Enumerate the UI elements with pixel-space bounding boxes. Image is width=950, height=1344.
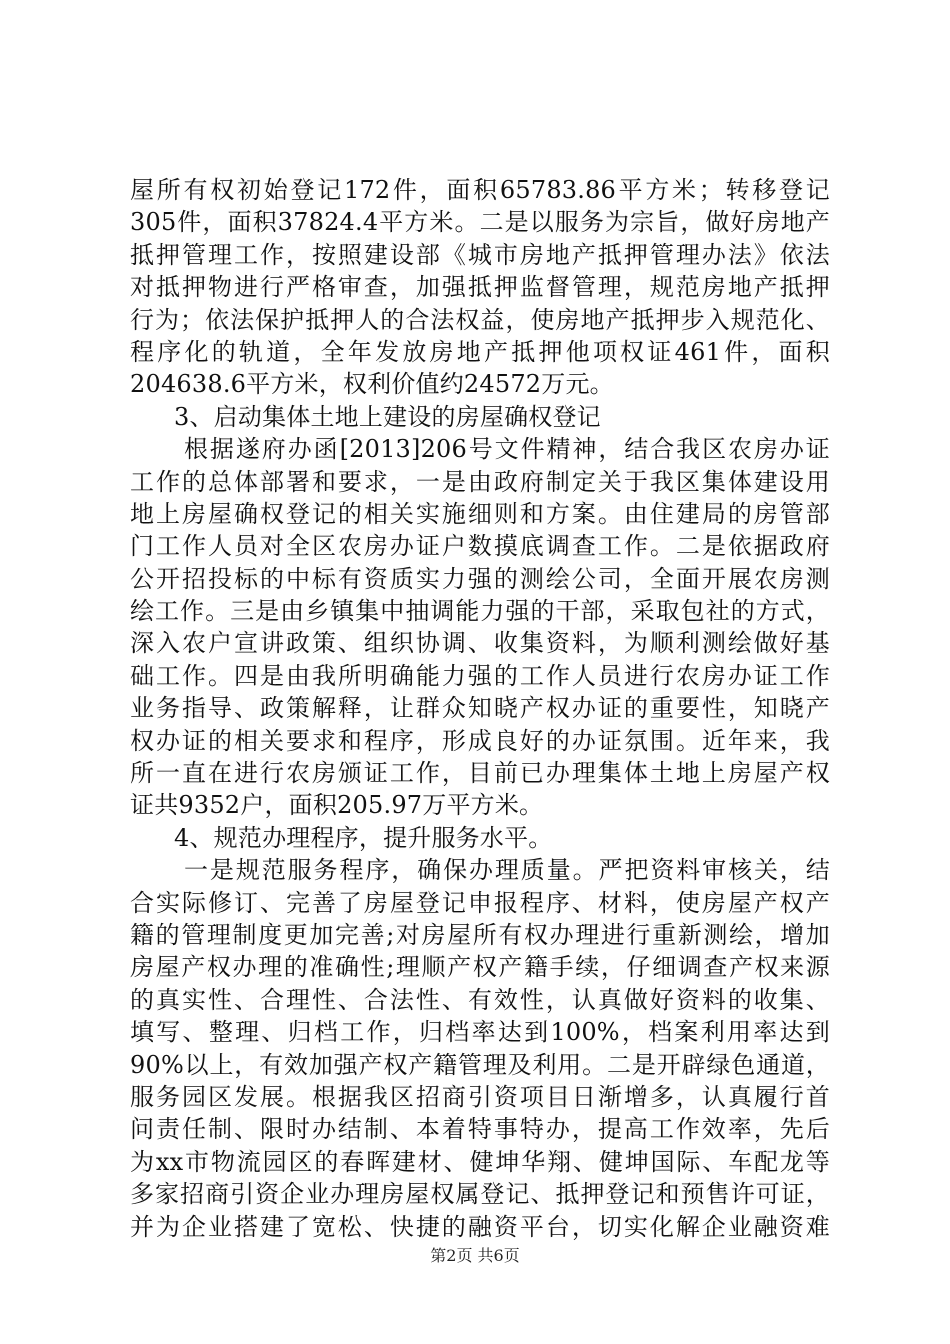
text-line: 合实际修订、完善了房屋登记申报程序、材料，使房屋产权产 — [130, 888, 830, 917]
text-line: 填写、整理、归档工作，归档率达到100%，档案利用率达到 — [130, 1018, 830, 1047]
text-line: 根据遂府办函[2013]206号文件精神，结合我区农房办证 — [184, 435, 830, 464]
text-line: 程序化的轨道，全年发放房地产抵押他项权证461件，面积 — [130, 337, 830, 366]
text-line: 服务园区发展。根据我区招商引资项目日渐增多，认真履行首 — [130, 1082, 830, 1111]
text-line: 础工作。四是由我所明确能力强的工作人员进行农房办证工作 — [130, 661, 830, 690]
text-line: 门工作人员对全区农房办证户数摸底调查工作。二是依据政府 — [130, 532, 830, 561]
text-line: 业务指导、政策解释，让群众知晓产权办证的重要性，知晓产 — [130, 694, 830, 723]
text-line: 90%以上，有效加强产权产籍管理及利用。二是开辟绿色通道， — [130, 1050, 830, 1079]
text-line: 对抵押物进行严格审查，加强抵押监督管理，规范房地产抵押 — [130, 273, 830, 302]
text-line: 为xx市物流园区的春晖建材、健坤华翔、健坤国际、车配龙等 — [130, 1147, 830, 1176]
text-line: 深入农户宣讲政策、组织协调、收集资料，为顺利测绘做好基 — [130, 629, 830, 658]
text-line: 公开招投标的中标有资质实力强的测绘公司，全面开展农房测 — [130, 564, 830, 593]
text-line: 房屋产权办理的准确性;理顺产权产籍手续，仔细调查产权来源 — [130, 953, 830, 982]
text-line: 204638.6平方米，权利价值约24572万元。 — [130, 370, 614, 399]
text-line: 一是规范服务程序，确保办理质量。严把资料审核关，结 — [184, 856, 830, 885]
text-line: 305件，面积37824.4平方米。二是以服务为宗旨，做好房地产 — [130, 208, 830, 237]
text-line: 的真实性、合理性、合法性、有效性，认真做好资料的收集、 — [130, 985, 830, 1014]
text-line: 证共9352户，面积205.97万平方米。 — [130, 791, 544, 820]
page-footer: 第2页 共6页 — [430, 1246, 520, 1265]
text-line: 权办证的相关要求和程序，形成良好的办证氛围。近年来，我 — [130, 726, 830, 755]
text-line: 所一直在进行农房颁证工作，目前已办理集体土地上房屋产权 — [130, 759, 830, 788]
text-line: 多家招商引资企业办理房屋权属登记、抵押登记和预售许可证， — [130, 1180, 830, 1209]
text-line: 工作的总体部署和要求，一是由政府制定关于我区集体建设用 — [130, 467, 830, 496]
section-heading: 3、启动集体土地上建设的房屋确权登记 — [174, 402, 601, 431]
text-line: 抵押管理工作，按照建设部《城市房地产抵押管理办法》依法 — [130, 240, 830, 269]
section-heading: 4、规范办理程序，提升服务水平。 — [174, 823, 553, 852]
text-line: 地上房屋确权登记的相关实施细则和方案。由住建局的房管部 — [130, 499, 830, 528]
text-line: 行为；依法保护抵押人的合法权益，使房地产抵押步入规范化、 — [130, 305, 830, 334]
text-line: 绘工作。三是由乡镇集中抽调能力强的干部，采取包社的方式， — [130, 597, 830, 626]
text-line: 籍的管理制度更加完善;对房屋所有权办理进行重新测绘，增加 — [130, 920, 830, 949]
text-line: 屋所有权初始登记172件，面积65783.86平方米；转移登记 — [130, 176, 830, 204]
document-body — [130, 174, 830, 1243]
text-line: 并为企业搭建了宽松、快捷的融资平台，切实化解企业融资难 — [130, 1212, 830, 1241]
text-line: 问责任制、限时办结制、本着特事特办，提高工作效率，先后 — [130, 1115, 830, 1144]
